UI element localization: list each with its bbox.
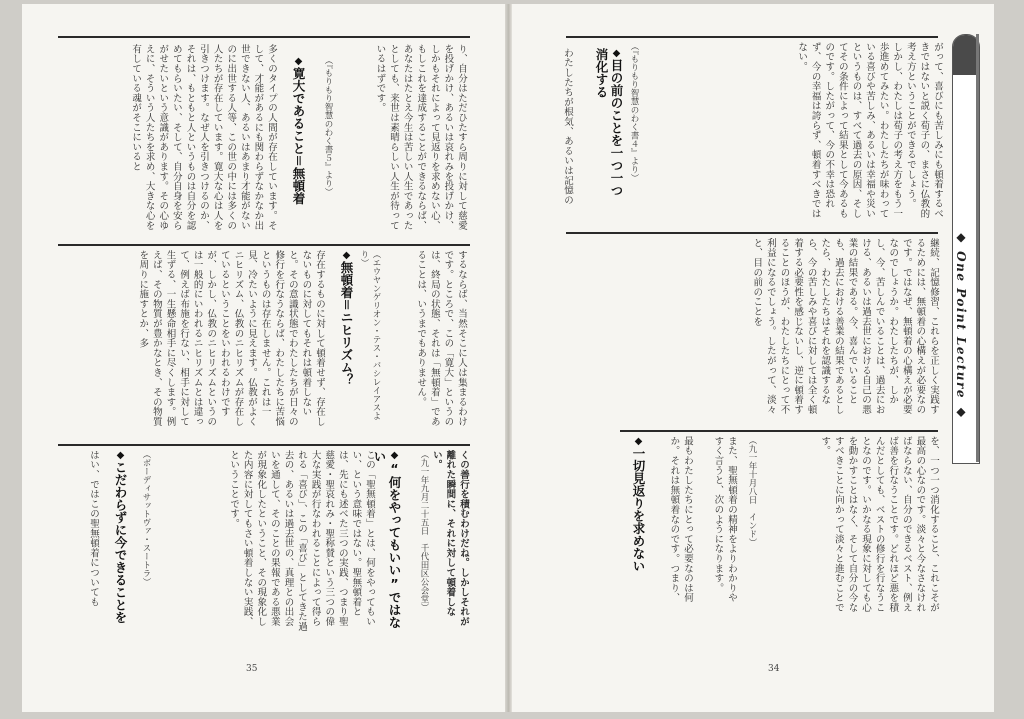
diamond-icon: ◆ <box>611 48 622 59</box>
rule <box>566 36 938 38</box>
right-also-text: また、聖無頓着の精神をよりわかりやすく言うと、次のようになります。 <box>712 436 737 603</box>
right-top-text: がって、喜びにも苦しみにも頓着するべきではないと説く荀子の、まさに仏教的考え方ということができるでしょう。 しかし、わたしは荀子の考え方をもう一歩進めてみたい。わたしたちが味わっている喜びや苦しみ、あるいは幸福や災いというものは、すべて過去の原因、そしてその条件によって結果として今あるものです。したがって、今の不幸は恐れず、今の幸福は誇らず、頓着すべきではない。 <box>796 42 943 219</box>
book-gutter <box>505 4 512 712</box>
right-bottom-text: を、一つ一つ消化すること、これこそが最高の心なのです。淡々と今なさなければならない、自分のできるベスト、例えば善を行なうことです。どれほど悪を積んだとしても、ベストの修行を行なうことなのです。いかなる現象に対しても心を動かすことはなく、そして自分の今なすべきことに向かって淡々と進むことです。 <box>819 436 939 613</box>
left-heading-2: ◆無頓着＝ニヒリズム？ <box>339 250 354 386</box>
left-heading-4: ◆こだわらずに今できることを <box>113 450 128 624</box>
rule <box>58 244 470 246</box>
left-top-text: り、自分はただひたすら周りに対して慈愛を投げかけ、あるいは哀れみを投げかけ、しかもそれによって見返りを求めない心、もしこれを達成することができるならば、あなたはたとえ今生は苦しい人生であったとしても、来世は素晴らしい人生が待っているはずです。 <box>374 44 467 231</box>
rule <box>620 430 938 432</box>
left-top-source: （『もりもり智慧のわく書５』より） <box>323 56 333 197</box>
lecture-tab-edge <box>976 34 979 462</box>
diamond-icon: ◆ <box>341 250 352 261</box>
left-heading-3-body: この「聖無頓着」とは、何をやってもいい、という意味ではない。聖無頓着とは、先にも述べた三つの実践、つまり聖慈愛・聖哀れみ・聖称賛という三つの偉大な実践が行なわれることによって得られる「喜び」、この「喜び」としてきた過去の、あるいは過去世の、真理との出会いを通して、そのことの果報である悪業が現象化したということ、その現象化した内容に対してもさい頓着しない実践、ということです。 <box>228 450 375 632</box>
rule <box>58 444 470 446</box>
left-heading-3-source: （ボーディサットヴァ・スートラ） <box>141 450 151 586</box>
left-heading-4-body: はい、ではこの聖無頓着についても <box>88 450 99 607</box>
left-middle-source: （エウヤンゲリオン・テス・バシレイアスより） <box>359 250 381 420</box>
right-quote-source: （『もりもり智慧のわく書４』より） <box>629 42 639 183</box>
rule <box>58 36 470 38</box>
left-heading-1: ◆寛大であること＝無頓着 <box>291 56 306 205</box>
left-heading-3: ◆“何をやってもいい”ではない <box>372 450 402 629</box>
diamond-icon: ◆ <box>115 450 126 461</box>
right-heading-2: ◆一切見返りを求めない <box>631 436 646 572</box>
diamond-icon: ◆ <box>293 56 304 67</box>
right-page-number: 34 <box>768 664 780 674</box>
right-middle-text: 継続、記憶修習、これらを正しく実践するためには、無頓着の心構えが必要なのです。ではなぜ、無頓着の心構えが必要なのでしょうか。わたしたちが、しかし、今、苦しんでいることは、過去における、あるいは過去世における自己の悪業の結果である。今、喜んでいることも、過去における善業の結果であるとしたら、わたしたちはそれを認識するなら、今の苦しみや喜びに対しては全く頓着する必要性を感じないし、逆に頓着することのほうが、わたしたちにとって不利益になるでしょう。したがって、淡々と、目の前のことを <box>751 238 939 415</box>
left-heading-2-body: 存在するものに対して頓着せず、存在しないものに対してもそれは頓着しないと。その意識状態でわたしたちが日々の修行を行なうならば、わたしたちに苦悩というものは存在しません。これは一見、冷たいように見えます。仏教がよくニヒリズム、仏教のニヒリズムが存在しているということをいわれるわけですが、しかし、仏教のニヒリズムというのは一般的にいわれるニヒリズムとは違って、例えば布施を行ない、相手に対して生ずる、一生懸命相手に尽くします。例えば、その物質が豊かなとき、その物質を周りに施すとか、多 <box>137 250 325 427</box>
left-heading-1-body: 多くのタイプの人間が存在しています。そして、才能があるにも関わらずなかなか出世できない人、あるいはあまり才能がないのに出世する人等、この世の中には多くの人たちが存在しています。寛大な心は人を引きつけます。なぜ人を引きつけるのか、それは、もともと人というものは自分を認めてもらいたい、そして、自分自身を安らがせたいという意識があります。その心ゆえに、そういう人たちを求め、大きな心を有している魂がそこにいると <box>130 44 277 231</box>
left-also-text: くの善行を積むわけだね。しかしそれが離れた瞬間に、それに対して頓着しない。 <box>430 450 469 627</box>
diamond-icon: ◆ <box>389 450 400 461</box>
lecture-label: ◆ One Point Lecture ◆ <box>954 230 968 421</box>
left-middle-text: するならば、当然そこに人は集まるわけです。ところで、この「寛大」というのは、終局の状態、それは「無頓着」であることは、いうまでもありません。 <box>415 250 467 427</box>
left-date-source: （九一年九月二十五日 千代田区公会堂） <box>419 450 429 612</box>
right-heading-1-body: わたしたちが根気、あるいは記憶の <box>562 48 573 205</box>
left-page-number: 35 <box>246 664 258 674</box>
right-heading-2-body: 最もわたしたちにとって必要なのは何か。それは無頓着なのです。つまり、 <box>668 436 693 603</box>
right-heading-1: ◆目の前のことを一つ一つ消化する <box>594 48 624 197</box>
diamond-icon: ◆ <box>633 436 644 447</box>
right-date-source: （九一年十月八日 インド） <box>747 436 757 547</box>
rule <box>566 232 938 234</box>
